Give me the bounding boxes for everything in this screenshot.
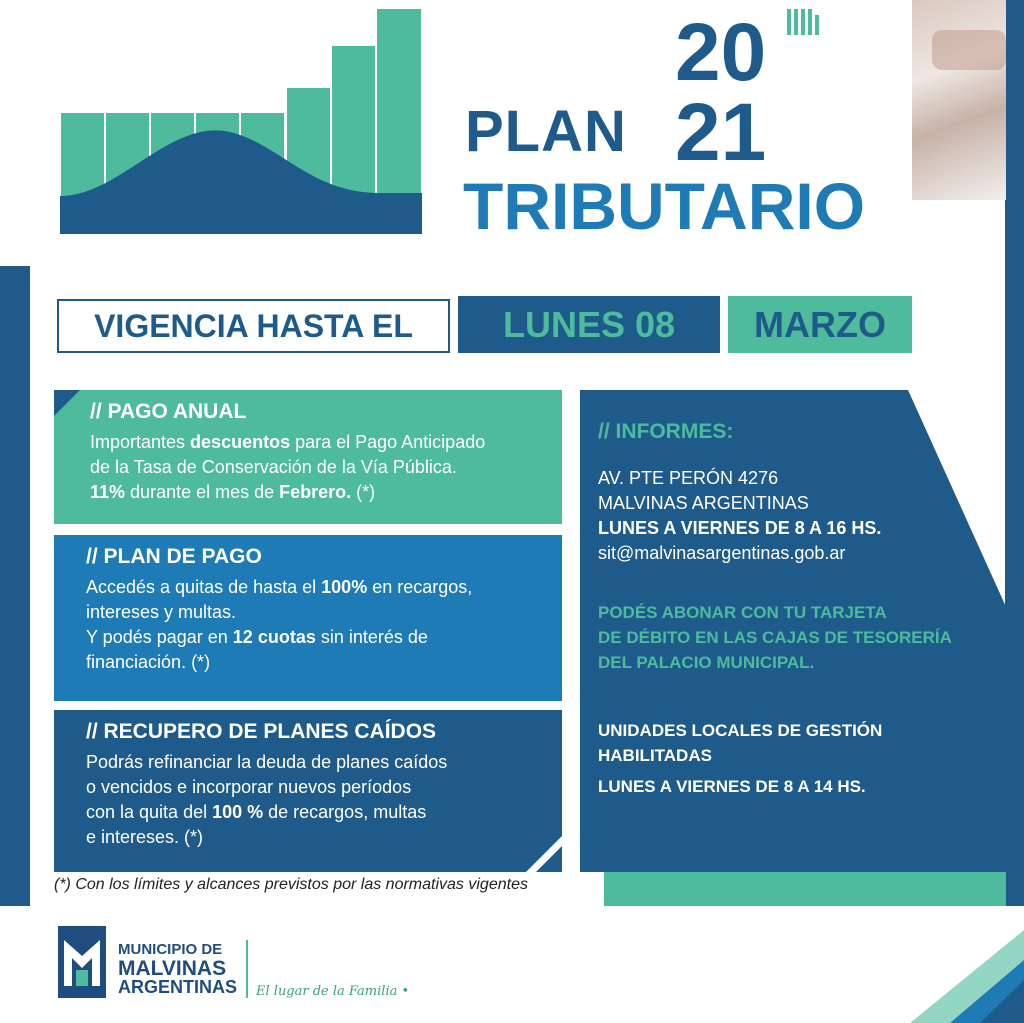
vigencia-month: MARZO [728, 296, 912, 353]
right-accent-bar [1005, 0, 1024, 906]
card-pago-anual: // PAGO ANUAL Importantes descuentos para el Pago Anticipado de la Tasa de Conservación de la Vía Pública. 11% durante el mes de Febrero. (*) [54, 390, 562, 524]
card-title: // PAGO ANUAL [90, 400, 247, 423]
title-plan: PLAN [465, 99, 627, 164]
year-top: 20 [675, 7, 767, 98]
ulg-hours: LUNES A VIERNES DE 8 A 14 HS. [598, 777, 866, 796]
municipio-shield-icon [58, 926, 106, 998]
card-title: // PLAN DE PAGO [86, 545, 262, 568]
municipio-slogan: El lugar de la Familia • [256, 984, 410, 999]
title-tributario: TRIBUTARIO [463, 169, 866, 243]
ulg-info: UNIDADES LOCALES DE GESTIÓN HABILITADAS [598, 721, 883, 765]
year-bottom: 21 [675, 87, 767, 165]
card-corner-decoration [54, 390, 80, 416]
bar-wave-graphic [60, 8, 425, 236]
vigencia-label: VIGENCIA HASTA EL [57, 299, 450, 353]
address: AV. PTE PERÓN 4276 [598, 468, 779, 488]
card-corner-decoration [536, 846, 562, 872]
corner-photo [912, 0, 1006, 200]
email-link[interactable]: sit@malvinasargentinas.gob.ar [598, 543, 846, 563]
footnote: (*) Con los límites y alcances previstos por las normativas vigentes [54, 876, 528, 893]
card-plan-de-pago: // PLAN DE PAGO Accedés a quitas de hasta el 100% en recargos, intereses y multas. Y podés pagar en 12 cuotas sin interés de financiación. (*) [54, 535, 562, 701]
divider [246, 940, 248, 998]
year-2021-logo [675, 5, 835, 165]
municipio-name: MUNICIPIO DE MALVINAS ARGENTINAS [118, 941, 238, 997]
informes-title: // INFORMES: [598, 420, 734, 443]
city: MALVINAS ARGENTINAS [598, 493, 809, 513]
left-accent-bar [0, 266, 30, 906]
footer-decoration [870, 920, 1024, 1023]
card-title: // RECUPERO DE PLANES CAÍDOS [86, 720, 437, 743]
informes-contact [598, 466, 881, 566]
card-recupero-planes: // RECUPERO DE PLANES CAÍDOS Podrás refinanciar la deuda de planes caídos o vencidos e incorporar nuevos períodos con la quita del 100 % de recargos, multas e intereses. (*) [54, 710, 562, 872]
office-hours: LUNES A VIERNES DE 8 A 16 HS. [598, 518, 882, 538]
payment-info: PODÉS ABONAR CON TU TARJETA DE DÉBITO EN LAS CAJAS DE TESORERÍA DEL PALACIO MUNICIPAL. [598, 603, 952, 672]
vigencia-day: LUNES 08 [458, 296, 720, 353]
